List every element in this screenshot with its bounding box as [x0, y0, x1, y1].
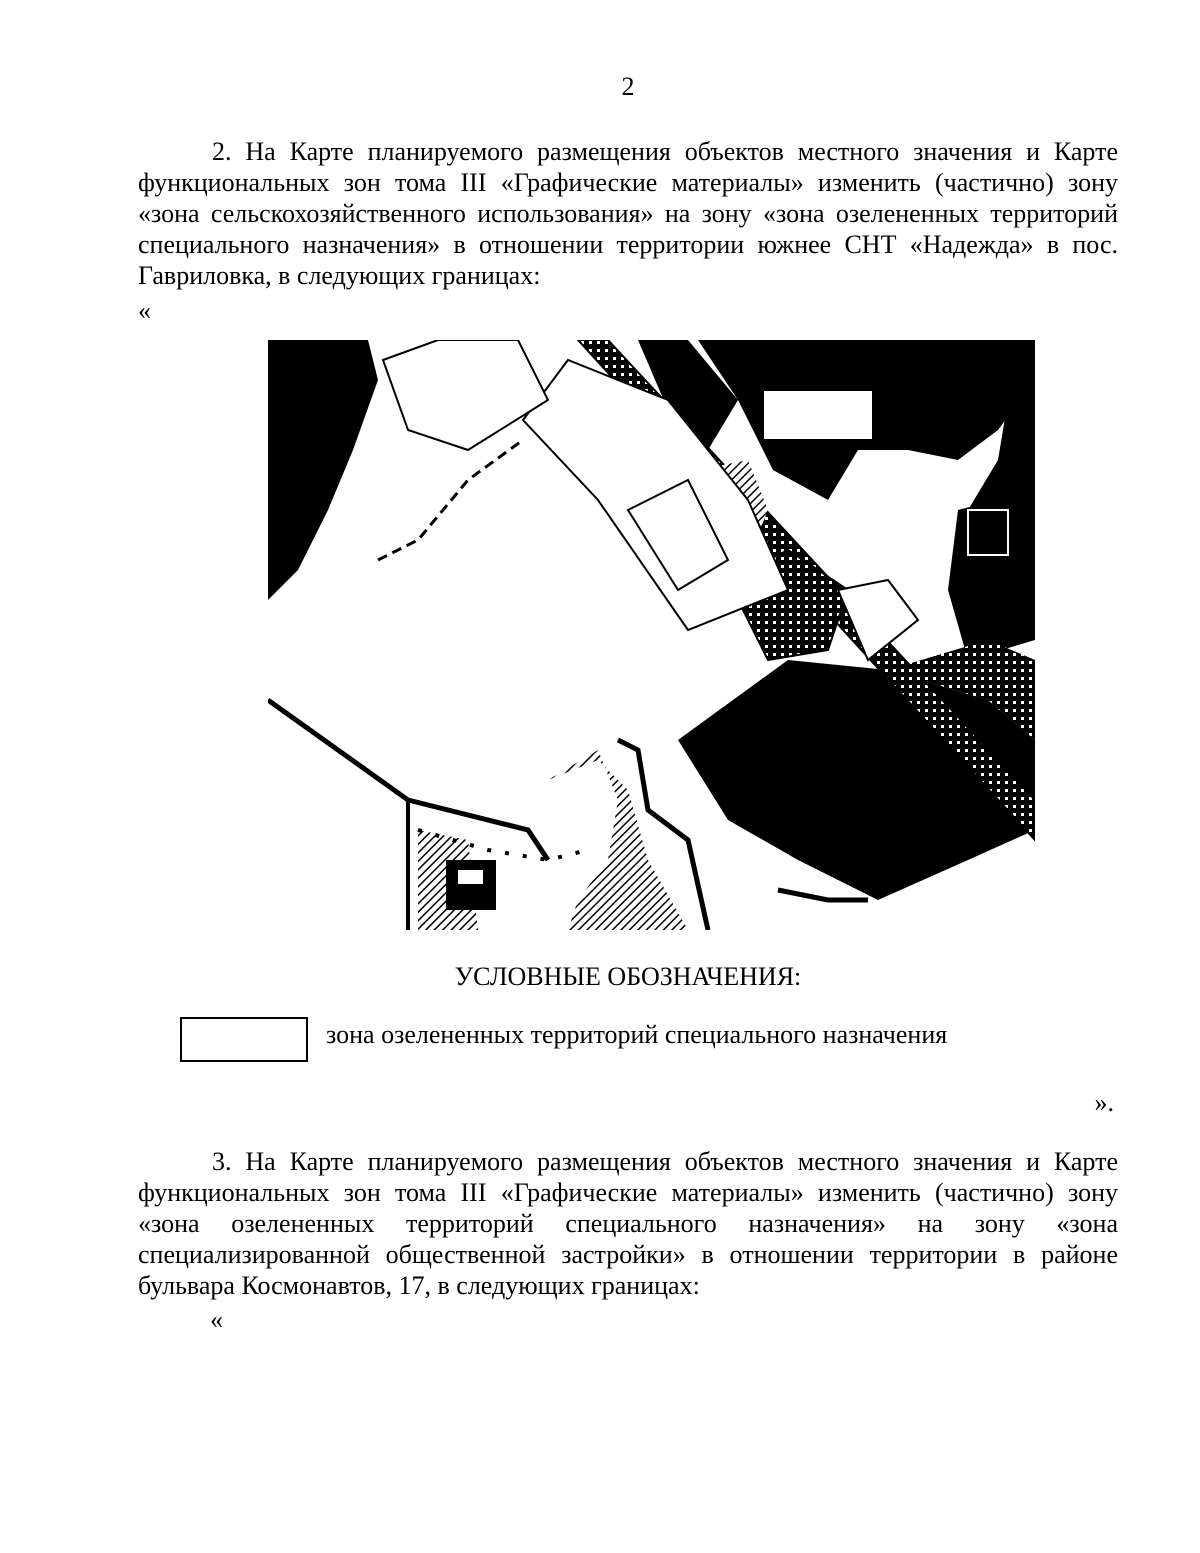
paragraph-3: 3. На Карте планируемого размещения объектов местного значения и Карте функциональных зон тома III «Графические материалы» изменить (частично) зону «зона озелененных территорий специального назначения» на зону «зона специализированной общественной застройки» в отношении территории в районе бульвара Космонавтов, 17, в следующих границах:: [138, 1147, 1118, 1300]
paragraph-2: 2. На Карте планируемого размещения объектов местного значения и Карте функциональных зон тома III «Графические материалы» изменить (частично) зону «зона сельскохозяйственного использования» на зону «зона озелененных территорий специального назначения» в отношении территории южнее СНТ «Надежда» в пос. Гавриловка, в следующих границах:: [138, 137, 1118, 290]
legend-title: УСЛОВНЫЕ ОБОЗНАЧЕНИЯ:: [454, 962, 802, 991]
zone-map: [268, 340, 1035, 930]
opening-quote-2: «: [210, 1305, 223, 1334]
closing-quote: ».: [1094, 1088, 1114, 1117]
page-number: 2: [621, 72, 635, 101]
legend-swatch: [180, 1017, 308, 1062]
opening-quote-1: «: [138, 296, 151, 325]
legend-item-label: зона озелененных территорий специального назначения: [326, 1020, 948, 1049]
